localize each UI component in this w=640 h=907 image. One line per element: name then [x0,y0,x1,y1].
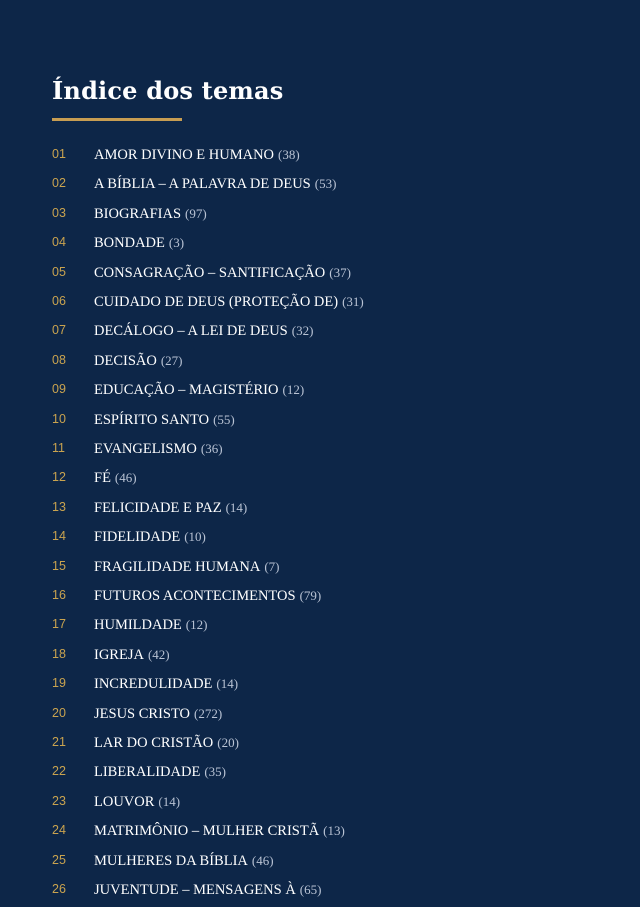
topic-number: 11 [52,441,65,455]
topic-item[interactable] [0,346,640,375]
topic-label: EVANGELISMO [94,441,197,457]
topic-count: (14) [216,676,239,692]
topic-item[interactable] [0,493,640,522]
topic-number: 26 [52,882,66,896]
topic-number: 15 [52,558,66,573]
topic-count: (38) [278,147,300,162]
topic-label: LAR DO CRISTÃO [94,735,214,751]
topic-label: AMOR DIVINO E HUMANO [94,147,275,163]
topic-number: 20 [52,705,66,720]
topic-item[interactable] [0,258,640,287]
topic-label: MATRIMÔNIO – MULHER CRISTÃ [94,823,320,840]
topic-item[interactable] [0,640,640,669]
topic-item[interactable] [0,199,640,228]
topic-count: (97) [185,205,207,221]
topic-label: FIDELIDADE [94,529,181,546]
topic-item[interactable] [0,669,640,698]
title-underline [52,118,182,121]
topic-number: 21 [52,735,66,749]
topic-item[interactable] [0,728,640,757]
topic-label: INCREDULIDADE [94,676,213,693]
topic-count: (53) [314,176,337,192]
topic-count: (20) [217,735,239,750]
topic-label: EDUCAÇÃO – MAGISTÉRIO [94,382,279,399]
topic-count: (272) [194,705,223,721]
topic-count: (7) [264,558,280,574]
topic-count: (36) [200,441,223,456]
topic-label: DECÁLOGO – A LEI DE DEUS [94,323,288,340]
topic-label: BIOGRAFIAS [94,205,182,222]
page-title: Índice dos temas [52,76,284,105]
topic-count: (42) [147,646,170,662]
topic-item[interactable] [0,375,640,404]
topic-count: (12) [185,617,208,633]
topic-count: (13) [323,823,345,839]
topic-item[interactable] [0,699,640,728]
topic-label: LIBERALIDADE [94,764,201,781]
topic-label: JESUS CRISTO [94,705,191,722]
topic-count: (10) [184,529,206,545]
topic-item[interactable] [0,316,640,345]
topic-number: 25 [52,852,66,867]
topic-count: (12) [282,382,305,398]
topic-number: 04 [52,235,66,250]
topic-item[interactable] [0,757,640,786]
topic-count: (31) [342,294,364,309]
topic-count: (14) [158,793,181,809]
topic-label: CUIDADO DE DEUS (PROTEÇÃO DE) [94,294,339,310]
topic-number: 22 [52,764,66,779]
topic-label: HUMILDADE [94,617,182,634]
topic-number: 09 [52,382,66,397]
topic-item[interactable] [0,405,640,434]
topic-item[interactable] [0,581,640,610]
topic-label: FÉ [94,470,111,487]
topic-number: 14 [52,529,66,544]
topic-label: FRAGILIDADE HUMANA [94,558,261,575]
topic-number: 03 [52,205,66,220]
topic-number: 18 [52,646,66,661]
topic-number: 08 [52,352,66,367]
topic-count: (37) [329,264,351,280]
topic-count: (14) [225,499,248,515]
topic-number: 02 [52,176,66,191]
topic-label: JUVENTUDE – MENSAGENS À [94,882,296,898]
topic-label: ESPÍRITO SANTO [94,411,210,428]
topic-count: (46) [114,470,137,486]
topic-number: 05 [52,264,66,279]
topic-number: 06 [52,294,66,308]
topic-number: 16 [52,588,66,602]
topic-item[interactable] [0,875,640,904]
topic-count: (65) [299,882,322,897]
topic-number: 23 [52,793,66,808]
topic-label: LOUVOR [94,793,155,810]
topic-item[interactable] [0,610,640,639]
topic-count: (46) [251,852,274,868]
topic-item[interactable] [0,552,640,581]
topic-label: FUTUROS ACONTECIMENTOS [94,588,296,604]
topic-label: FELICIDADE E PAZ [94,499,222,516]
topic-count: (32) [291,323,314,339]
topic-number: 13 [52,499,66,514]
topic-number: 19 [52,676,66,691]
topic-item[interactable] [0,846,640,875]
topic-item[interactable] [0,522,640,551]
topic-item[interactable] [0,287,640,316]
topic-count: (35) [204,764,226,780]
topic-item[interactable] [0,787,640,816]
topic-number: 12 [52,470,66,485]
topic-item[interactable] [0,816,640,845]
topic-item[interactable] [0,463,640,492]
topic-label: DECISÃO [94,352,157,369]
topic-number: 17 [52,617,66,632]
topic-item[interactable] [0,140,640,169]
topic-number: 07 [52,323,66,338]
topic-count: (3) [168,235,185,251]
topic-number: 01 [52,147,66,161]
topic-count: (55) [213,411,235,427]
topic-label: BONDADE [94,235,165,252]
topic-number: 10 [52,411,66,426]
topic-item[interactable] [0,228,640,257]
topic-label: A BÍBLIA – A PALAVRA DE DEUS [94,176,311,193]
topic-label: CONSAGRAÇÃO – SANTIFICAÇÃO [94,264,326,281]
topic-item[interactable] [0,434,640,463]
topic-label: IGREJA [94,646,144,663]
topic-item[interactable] [0,169,640,198]
topic-count: (27) [160,352,183,368]
topic-number: 24 [52,823,66,838]
topic-count: (79) [299,588,322,603]
topic-label: MULHERES DA BÍBLIA [94,852,248,869]
